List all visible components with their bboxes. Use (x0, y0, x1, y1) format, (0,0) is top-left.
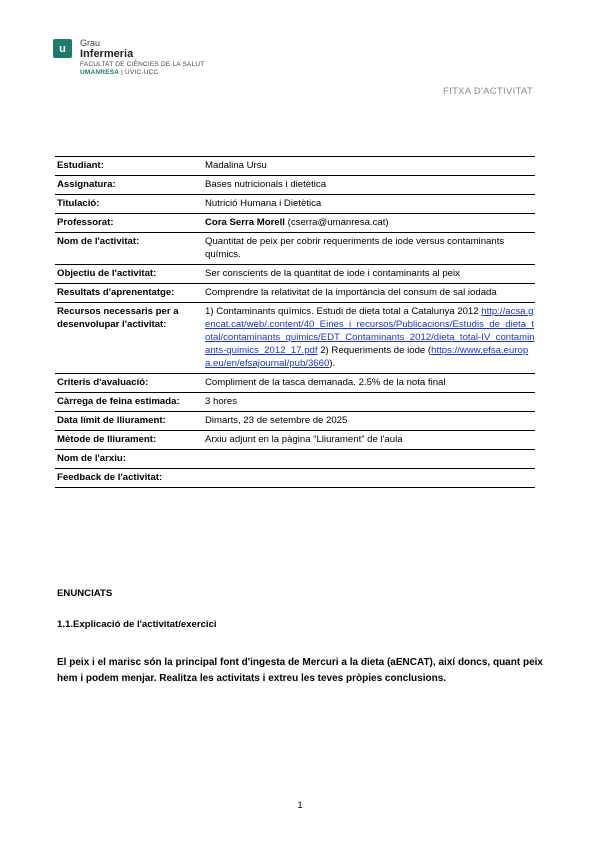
value-assignatura: Bases nutricionals i dietètica (205, 179, 327, 190)
page-title: FITXA D'ACTIVITAT (443, 86, 533, 97)
value-criteris: Compliment de la tasca demanada. 2.5% de la nota final (205, 377, 446, 388)
value-feedback (203, 469, 535, 488)
value-resultats: Comprendre la relativitat de la importància del consum de sal iodada (205, 287, 497, 298)
row-metode (55, 431, 535, 450)
value-objectiu: Ser conscients de la quantitat de iode i contaminants al peix (205, 268, 460, 279)
value-estudiant: Madalina Ursu (205, 160, 267, 171)
row-data-limit (55, 412, 535, 431)
row-nom-arxiu (55, 450, 535, 469)
label-objectiu: Objectiu de l'activitat: (57, 268, 157, 279)
professor-name: Cora Serra Morell (205, 217, 285, 228)
label-nom-arxiu: Nom de l'arxiu: (57, 453, 126, 464)
value-professorat (203, 214, 535, 233)
label-carrega: Càrrega de feina estimada: (57, 396, 180, 407)
row-recursos (55, 303, 535, 374)
value-carrega: 3 hores (205, 396, 237, 407)
label-nom-activitat: Nom de l'activitat: (57, 236, 140, 247)
label-titulacio: Titulació: (57, 198, 100, 209)
row-feedback (55, 469, 535, 488)
label-assignatura: Assignatura: (57, 179, 116, 190)
value-titulacio: Nutrició Humana i Dietètica (205, 198, 322, 209)
recursos-text-3: ). (329, 358, 336, 369)
row-objectiu (55, 265, 535, 284)
label-estudiant: Estudiant: (57, 160, 104, 171)
logo-mark: u (53, 39, 72, 58)
logo-line-degree: Grau (80, 38, 101, 48)
label-criteris: Criteris d'avaluació: (57, 377, 149, 388)
row-estudiant (55, 157, 535, 176)
institution-logo (53, 38, 204, 76)
row-nom-activitat (55, 233, 535, 265)
page-number: 1 (297, 800, 303, 811)
logo-text (80, 38, 204, 76)
row-carrega (55, 393, 535, 412)
row-criteris (55, 374, 535, 393)
logo-brand-rest: | UVIC·UCC (119, 68, 159, 76)
label-professorat: Professorat: (57, 217, 114, 228)
value-metode: Arxiu adjunt en la pàgina “Lliurament” de l'aula (205, 434, 403, 445)
logo-brand: UMANRESA (80, 68, 120, 76)
row-titulacio (55, 195, 535, 214)
activity-statement: El peix i el marisc són la principal font d'ingesta de Mercuri a la dieta (aENCAT), així doncs, quant peix hem i podem menjar. Realitza les activitats i extreu les teves pròpies conclusions. (57, 657, 543, 684)
row-assignatura (55, 176, 535, 195)
label-recursos: Recursos necessaris per a desenvolupar l'activitat: (57, 306, 179, 330)
value-recursos (203, 303, 535, 374)
label-data-limit: Data límit de lliurament: (57, 415, 166, 426)
link-efsa-iodine[interactable]: https://www.efsa.europa.eu/en/efsajournal/pub/3660 (205, 345, 529, 369)
value-data-limit: Dimarts, 23 de setembre de 2025 (205, 415, 348, 426)
logo-line-program: Infermeria (80, 48, 134, 60)
logo-line-university (80, 69, 204, 77)
row-resultats (55, 284, 535, 303)
section-subheading: 1.1.Explicació de l'activitat/exercici (57, 619, 217, 630)
label-metode: Mètode de lliurament: (57, 434, 157, 445)
professor-email: (cserra@umanresa.cat) (284, 217, 389, 228)
label-resultats: Resultats d'aprenentatge: (57, 287, 175, 298)
activity-info-table (55, 156, 535, 488)
recursos-text-1: 1) Contaminants químics. Estudi de dieta total a Catalunya 2012 (205, 306, 482, 317)
section-heading: ENUNCIATS (57, 588, 113, 599)
value-nom-arxiu (203, 450, 535, 469)
label-feedback: Feedback de l'activitat: (57, 472, 163, 483)
logo-line-faculty: FACULTAT DE CIÈNCIES DE LA SALUT (80, 61, 205, 68)
link-contaminants-study[interactable]: http://acsa.gencat.cat/web/.content/40_Eines_i_recursos/Publicacions/Estudis_de_dieta_total/contaminants_quimics/EDT_Contaminants_2012/dieta_total-IV_contaminants-quimics_2012_17.pdf (205, 306, 535, 356)
value-nom-activitat: Quantitat de peix per cobrir requeriments de iode versus contaminants químics. (205, 236, 505, 260)
recursos-text-2: 2) Requeriments de iode ( (317, 345, 432, 356)
row-professorat (55, 214, 535, 233)
